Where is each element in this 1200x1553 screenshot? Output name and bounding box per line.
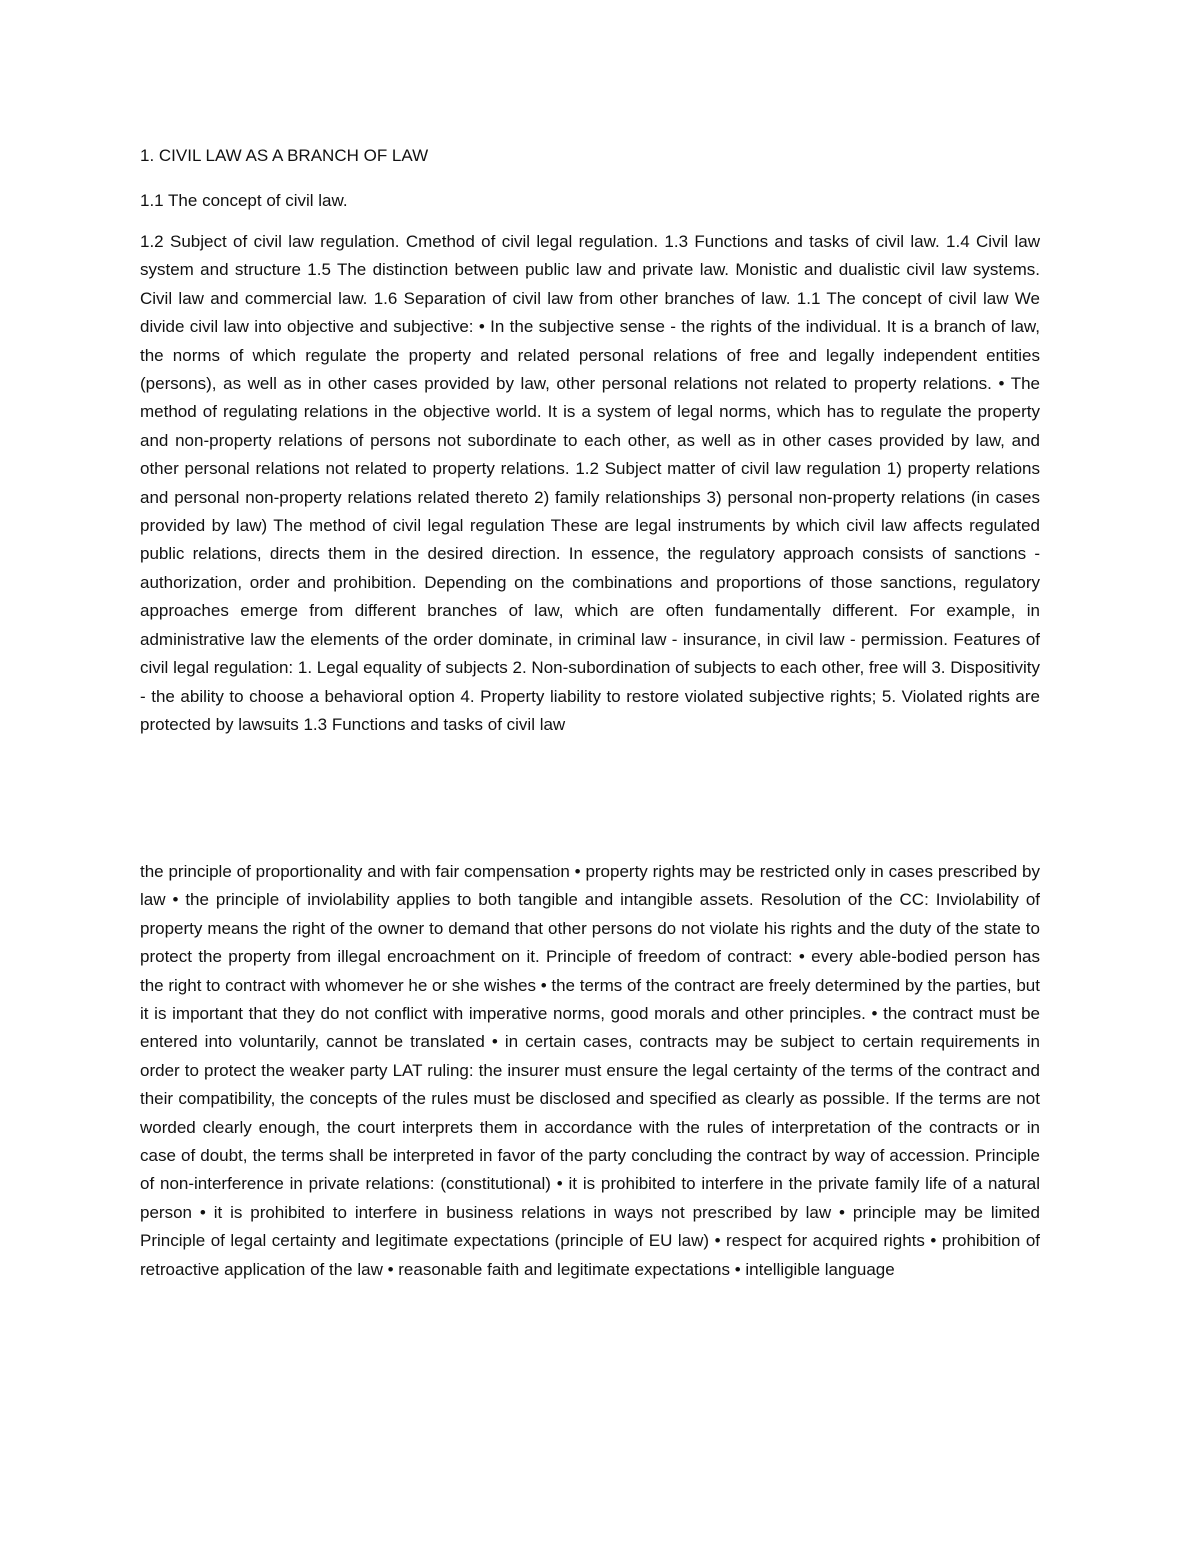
document-title: 1. CIVIL LAW AS A BRANCH OF LAW — [140, 146, 429, 165]
section-heading: 1.1 The concept of civil law. — [140, 191, 348, 210]
body-paragraph: the principle of proportionality and with fair compensation • property rights may be restricted only in cases prescribed by law • the principle of inviolability applies to both tangible and intangible assets. Resolution of the CC: Inviolability of property means the right of the owner to demand that other persons do not violate his rights and the duty of the state to protect the property from illegal encroachment on it. Principle of freedom of contract: • every able-bodied person has the right to contract with whomever he or she wishes • the terms of the contract are freely determined by the parties, but it is important that they do not conflict with imperative norms, good morals and other principles. • the contract must be entered into voluntarily, cannot be translated • in certain cases, contracts may be subject to certain requirements in order to protect the weaker party LAT ruling: the insurer must ensure the legal certainty of the terms of the contract and their compatibility, the concepts of the rules must be disclosed and specified as clearly as possible. If the terms are not worded clearly enough, the court interprets them in accordance with the rules of interpretation of the contracts or in case of doubt, the terms shall be interpreted in favor of the party concluding the contract by way of accession. Principle of non-interference in private relations: (constitutional) • it is prohibited to interfere in the private family life of a natural person • it is prohibited to interfere in business relations in ways not prescribed by law • principle may be limited Principle of legal certainty and legitimate expectations (principle of EU law) • respect for acquired rights • prohibition of retroactive application of the law • reasonable faith and legitimate expectations • intelligible language — [140, 862, 1040, 1279]
body-paragraph: 1.2 Subject of civil law regulation. Cmethod of civil legal regulation. 1.3 Functions and tasks of civil law. 1.4 Civil law system and structure 1.5 The distinction between public law and private law. Monistic and dualistic civil law systems. Civil law and commercial law. 1.6 Separation of civil law from other branches of law. 1.1 The concept of civil law We divide civil law into objective and subjective: • In the subjective sense - the rights of the individual. It is a branch of law, the norms of which regulate the property and related personal relations of free and legally independent entities (persons), as well as in other cases provided by law, other personal relations not related to property relations. • The method of regulating relations in the objective world. It is a system of legal norms, which has to regulate the property and non-property relations of persons not subordinate to each other, as well as in other cases provided by law, and other personal relations not related to property relations. 1.2 Subject matter of civil law regulation 1) property relations and personal non-property relations related thereto 2) family relationships 3) personal non-property relations (in cases provided by law) The method of civil legal regulation These are legal instruments by which civil law affects regulated public relations, directs them in the desired direction. In essence, the regulatory approach consists of sanctions - authorization, order and prohibition. Depending on the combinations and proportions of those sanctions, regulatory approaches emerge from different branches of law, which are often fundamentally different. For example, in administrative law the elements of the order dominate, in criminal law - insurance, in civil law - permission. Features of civil legal regulation: 1. Legal equality of subjects 2. Non-subordination of subjects to each other, free will 3. Dispositivity - the ability to choose a behavioral option 4. Property liability to restore violated subjective rights; 5. Violated rights are protected by lawsuits 1.3 Functions and tasks of civil law — [140, 232, 1040, 734]
